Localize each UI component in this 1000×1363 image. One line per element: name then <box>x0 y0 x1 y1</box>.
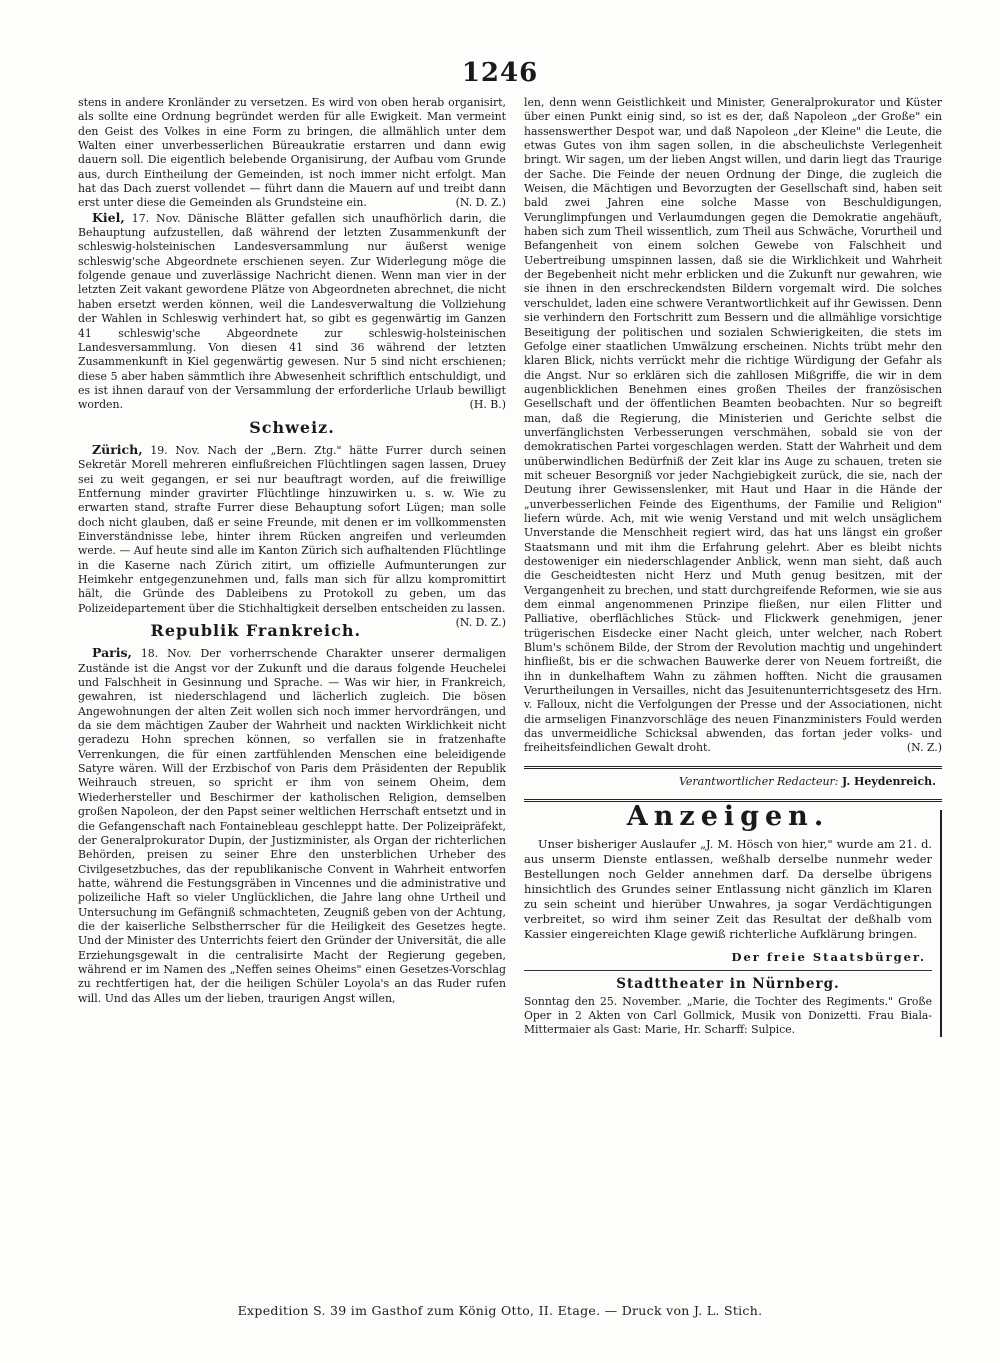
theater-listing: Sonntag den 25. November. „Marie, die Tochter des Regiments." Große Oper in 2 Akten von Carl Gollmick, Musik von Donizetti. Frau Biala-Mittermaier als Gast: Marie, Hr. Scharff: Sulpice. <box>524 995 932 1037</box>
dateline-zurich: Zürich, <box>92 441 143 457</box>
article-text: Dänische Blätter gefallen sich unaufhörlich darin, die Behauptung aufzustellen, daß während der letzten Zusammenkunft der schleswig-holsteinischen Landesversammlung nur äußerst wenige schleswig'sche Abgeordnete erschienen seyen. Zur Widerlegung möge die folgende genaue und zuverlässige Nachricht dienen. Wenn man vier in der letzten Zeit vakant gewordene Plätze von Abgeordneten abrechnet, die nicht haben ersetzt werden können, weil die Landesverwaltung die Vollziehung der Wahlen in Schleswig verhindert hat, so gibt es gegenwärtig im Ganzen 41 schleswig'sche Abgeordnete zur schleswig-holsteinischen Landesversammlung. Von diesen 41 sind 36 während der letzten Zusammenkunft in Kiel gegenwärtig gewesen. Nur 5 sind nicht erschienen; diese 5 aber haben sämmtlich ihre Abwesenheit schriftlich entschuldigt, und es ist ihnen darauf von der Versammlung der erforderliche Urlaub bewilligt worden. <box>78 211 506 412</box>
ad-notice: Unser bisheriger Auslaufer „J. M. Hösch von hier," wurde am 21. d. aus unserm Dienste entlassen, weßhalb derselbe nunmehr weder Bestellungen noch Gelder annehmen darf. Da derselbe übrigens hinsichtlich des Grundes seiner Entlassung nicht gänzlich im Klaren zu sein scheint und hierüber Unwahres, ja sogar Verdächtigungen verbreitet, so wird ihm seiner Zeit das Resultat der deßhalb vom Kassier eingereichten Klage gewiß richterliche Aufklärung bringen. <box>524 836 932 941</box>
left-column <box>78 96 506 1006</box>
source-citation: (N. Z.) <box>906 741 942 755</box>
ad-signature: Der freie Staatsbürger. <box>731 949 926 964</box>
date-zurich: 19. Nov. <box>150 443 200 457</box>
article-text: len, denn wenn Geistlichkeit und Minister, Generalprokurator und Küster über einen Punkt einig sind, so ist es der, daß Napoleon „der Große" ein hassenswerther Despot war, und daß Napoleon „der Kleine" die Leute, die etwas Gutes von ihm sagen sollen, in die abscheulichste Verlegenheit bringt. Wir sagen, um der lieben Angst willen, und darin liegt das Traurige der Sache. Die Feinde der neuen Ordnung der Dinge, die zugleich die Weisen, die Mächtigen und Bevorzugten der Gesellschaft sind, haben seit bald zwei Jahren eine solche Masse von Beschuldigungen, Verunglimpfungen und Verlaumdungen gegen die Demokratie angehäuft, haben sich zum Theil wissentlich, zum Theil aus Schwäche, Vorurtheil und Befangenheit von einem solchen Gewebe von Falschheit und Uebertreibung umspinnen lassen, daß sie die Wirklichkeit und Wahrheit der Begebenheit nicht mehr erblicken und die Zukunft nur gewahren, wie sie ihnen in den erschreckendsten Bildern vorgemalt wird. Die solches verschuldet, laden eine schwere Verantwortlichkeit auf ihr Gewissen. Denn sie verhindern den Fortschritt zum Bessern und die allmählige vorsichtige Beseitigung der politischen und sozialen Schwierigkeiten, die stets im Gefolge einer staatlichen Umwälzung erscheinen. Nichts trübt mehr den klaren Blick, nichts verrückt mehr die richtige Würdigung der Gefahr als die Angst. Nur so erklären sich die zahllosen Mißgriffe, die wir in dem augenblicklichen Benehmen eines großen Theiles der französischen Gesellschaft und der öffentlichen Beamten beobachten. Nur so begreift man, daß die Regierung, die Ministerien und Gerichte selbst die unverfänglichsten Verbesserungen verschmähen, sobald sie von der demokratischen Partei vorgeschlagen werden. Statt der Wahrheit und dem unüberwindlichen Bedürfniß der Zeit klar ins Auge zu schauen, treten sie mit scheuer Besorgniß vor jeder Nachgiebigkeit zurück, die sie, nach der Deutung ihrer Gewissenslenker, mit Haut und Haar in die Hände der „unverbesserlichen Feinde des Eigenthums, der Familie und Religion" liefern würde. Ach, mit wie wenig Verstand und mit welch unsäglichem Unverstande die Menschheit regiert wird, das hat uns längst ein großer Staatsmann und mit ihm die Erfahrung gelehrt. Aber es bleibt nichts destoweniger ein niederschlagender Anblick, wenn man sieht, daß auch die Gescheidtesten nicht Herz und Muth genug besitzen, mit der Vergangenheit zu brechen, und statt durchgreifende Reformen, wie sie aus dem einmal angenommenen Prinzipe fließen, nur eilen Flitter und Palliative, oberflächliches Stück- und Flickwerk genehmigen, jener trügerischen Eisdecke einer Nacht gleich, unter welcher, nach Robert Blum's schönem Bilde, der Strom der Revolution machtig und ungehindert hinfließt, bis er die schwachen Bauwerke derer von Neuem fortreißt, die ihn in dunkelhaftem Wahn zu zähmen hofften. Nicht die grausamen Verurtheilungen in Versailles, nicht das Jesuitenunterrichtsgesetz des Hrn. v. Falloux, nicht die Verfolgungen der Presse und der Associationen, nicht die armseligen Finanzvorschläge des neuen Finanzministers Fould werden das unvermeidliche Schicksal abwenden, das fortan jeder volks- und freiheitsfeindlichen Gewalt droht. <box>524 96 942 755</box>
article-paris <box>78 646 506 1006</box>
editor-line <box>524 775 936 789</box>
article-continuation <box>78 96 506 211</box>
date-paris: 18. Nov. <box>140 647 192 661</box>
article-zurich <box>78 441 506 630</box>
ads-heading: Anzeigen. <box>626 801 830 833</box>
section-heading-schweiz: Schweiz. <box>249 417 335 437</box>
page-number: 1246 <box>461 58 539 88</box>
dateline-paris: Paris, <box>92 645 132 661</box>
divider <box>524 766 942 769</box>
dateline-kiel: Kiel, <box>92 209 125 225</box>
divider <box>524 970 932 971</box>
imprint-footer: Expedition S. 39 im Gasthof zum König Otto, II. Etage. — Druck von J. L. Stich. <box>237 1303 763 1318</box>
ads-section <box>524 801 942 1037</box>
article-paris-continuation <box>524 96 942 756</box>
date-kiel: 17. Nov. <box>131 211 181 225</box>
article-text: Nach der „Bern. Ztg." hätte Furrer durch seinen Sekretär Morell mehreren einflußreichen Flüchtlingen sagen lassen, Druey sei zu weit gegangen, er sei nur beauftragt worden, auf die freiwillige Entfernung minder gravirter Flüchtlinge hinzuwirken u. s. w. Wie zu erwarten stand, strafte Furrer diese Behauptung sofort Lügen; man solle doch nicht glauben, daß er seine Freunde, mit denen er im vollkommensten Einverständnisse lebe, hinter ihrem Rücken angreifen und verleumden werde. — Auf heute sind alle im Kanton Zürich sich aufhaltenden Flüchtlinge in die Kaserne nach Zürich zitirt, um offizielle Aufmunterungen zur Heimkehr entgegenzunehmen und, falls man sich für allzu kompromittirt hält, die Gründe des Dableibens zu Protokoll zu geben, um das Polizeidepartement über die Stichhaltigkeit derselben entscheiden zu lassen. <box>78 443 506 615</box>
editor-label: Verantwortlicher Redacteur: <box>678 774 839 788</box>
article-text: Der vorherrschende Charakter unserer dermaligen Zustände ist die Angst vor der Zukunft und die daraus folgende Heuchelei und Falschheit in Gesinnung und Sprache. — Was wir hier, in Frankreich, gewahren, ist niederschlagend und lächerlich zugleich. Die bösen Angewohnungen der alten Zeit wollen sich noch immer hervordrängen, und da sie dem mächtigen Zauber der Wahrheit und nackten Wirklichkeit nicht geradezu Hohn sprechen können, so verfallen sie in fratzenhafte Verrenkungen, die für einen zartfühlenden Menschen eine beleidigende Satyre wären. Will der Erzbischof von Paris dem Präsidenten der Republik Weihrauch streuen, so spricht er ihm von seinem Oheim, dem Wiederhersteller und Beschirmer der katholischen Religion, demselben großen Napoleon, der den Papst seiner weltlichen Herrschaft entsetzt und in die Gefangenschaft nach Fontainebleau geschleppt hatte. Der Polizeipräfekt, der Generalprokurator Dupin, der Justizminister, als Organ der richterlichen Behörden, preisen zu seiner Ehre den unsterblichen Urheber des Civilgesetzbuches, das der republikanische Convent in Wahrheit entworfen hatte, während die Festungsgräben in Vincennes und die administrative und polizeiliche Haft so vieler Unglücklichen, die Jahre lang ohne Urtheil und Untersuchung im Gefängniß schmachteten, Zeugniß geben von der Achtung, die der kaiserliche Selbstherrscher für die Heiligkeit des Gesetzes hegte. Und der Minister des Unterrichts feiert den Gründer der Universität, die alle Erziehungsgewalt in die centralisirte Macht der Regierung gegeben, während er im Namen des „Neffen seines Oheims" einen Gesetzes-Vorschlag zu rechtfertigen hat, der die heiligen Schüler Loyola's an das Ruder rufen will. Und das Alles um der lieben, traurigen Angst willen, <box>78 647 506 1005</box>
right-column <box>524 96 942 1037</box>
source-citation: (H. B.) <box>469 398 506 412</box>
section-heading-frankreich: Republik Frankreich. <box>150 621 362 641</box>
source-citation: (N. D. Z.) <box>455 196 506 210</box>
source-citation: (N. D. Z.) <box>455 616 506 630</box>
editor-name: J. Heydenreich. <box>842 774 936 788</box>
article-kiel <box>78 211 506 413</box>
article-text: stens in andere Kronländer zu versetzen. Es wird von oben herab organisirt, als sollte eine Ordnung begründet werden für alle Ewigkeit. Man vermeint den Geist des Volkes in eine Form zu bringen, die allmählich unter dem Walten einer unverbesserlichen Büreaukratie erstarren und dann ewig dauern soll. Die eigentlich belebende Organisirung, der Aufbau vom Grunde aus, durch Eintheilung der Gemeinden, ist noch immer nicht erfolgt. Man hat das Dach zuerst vollendet — führt dann die Mauern auf und treibt dann erst unter diese die Gemeinden als Grundsteine ein. <box>78 96 506 210</box>
theater-heading: Stadttheater in Nürnberg. <box>616 975 840 992</box>
